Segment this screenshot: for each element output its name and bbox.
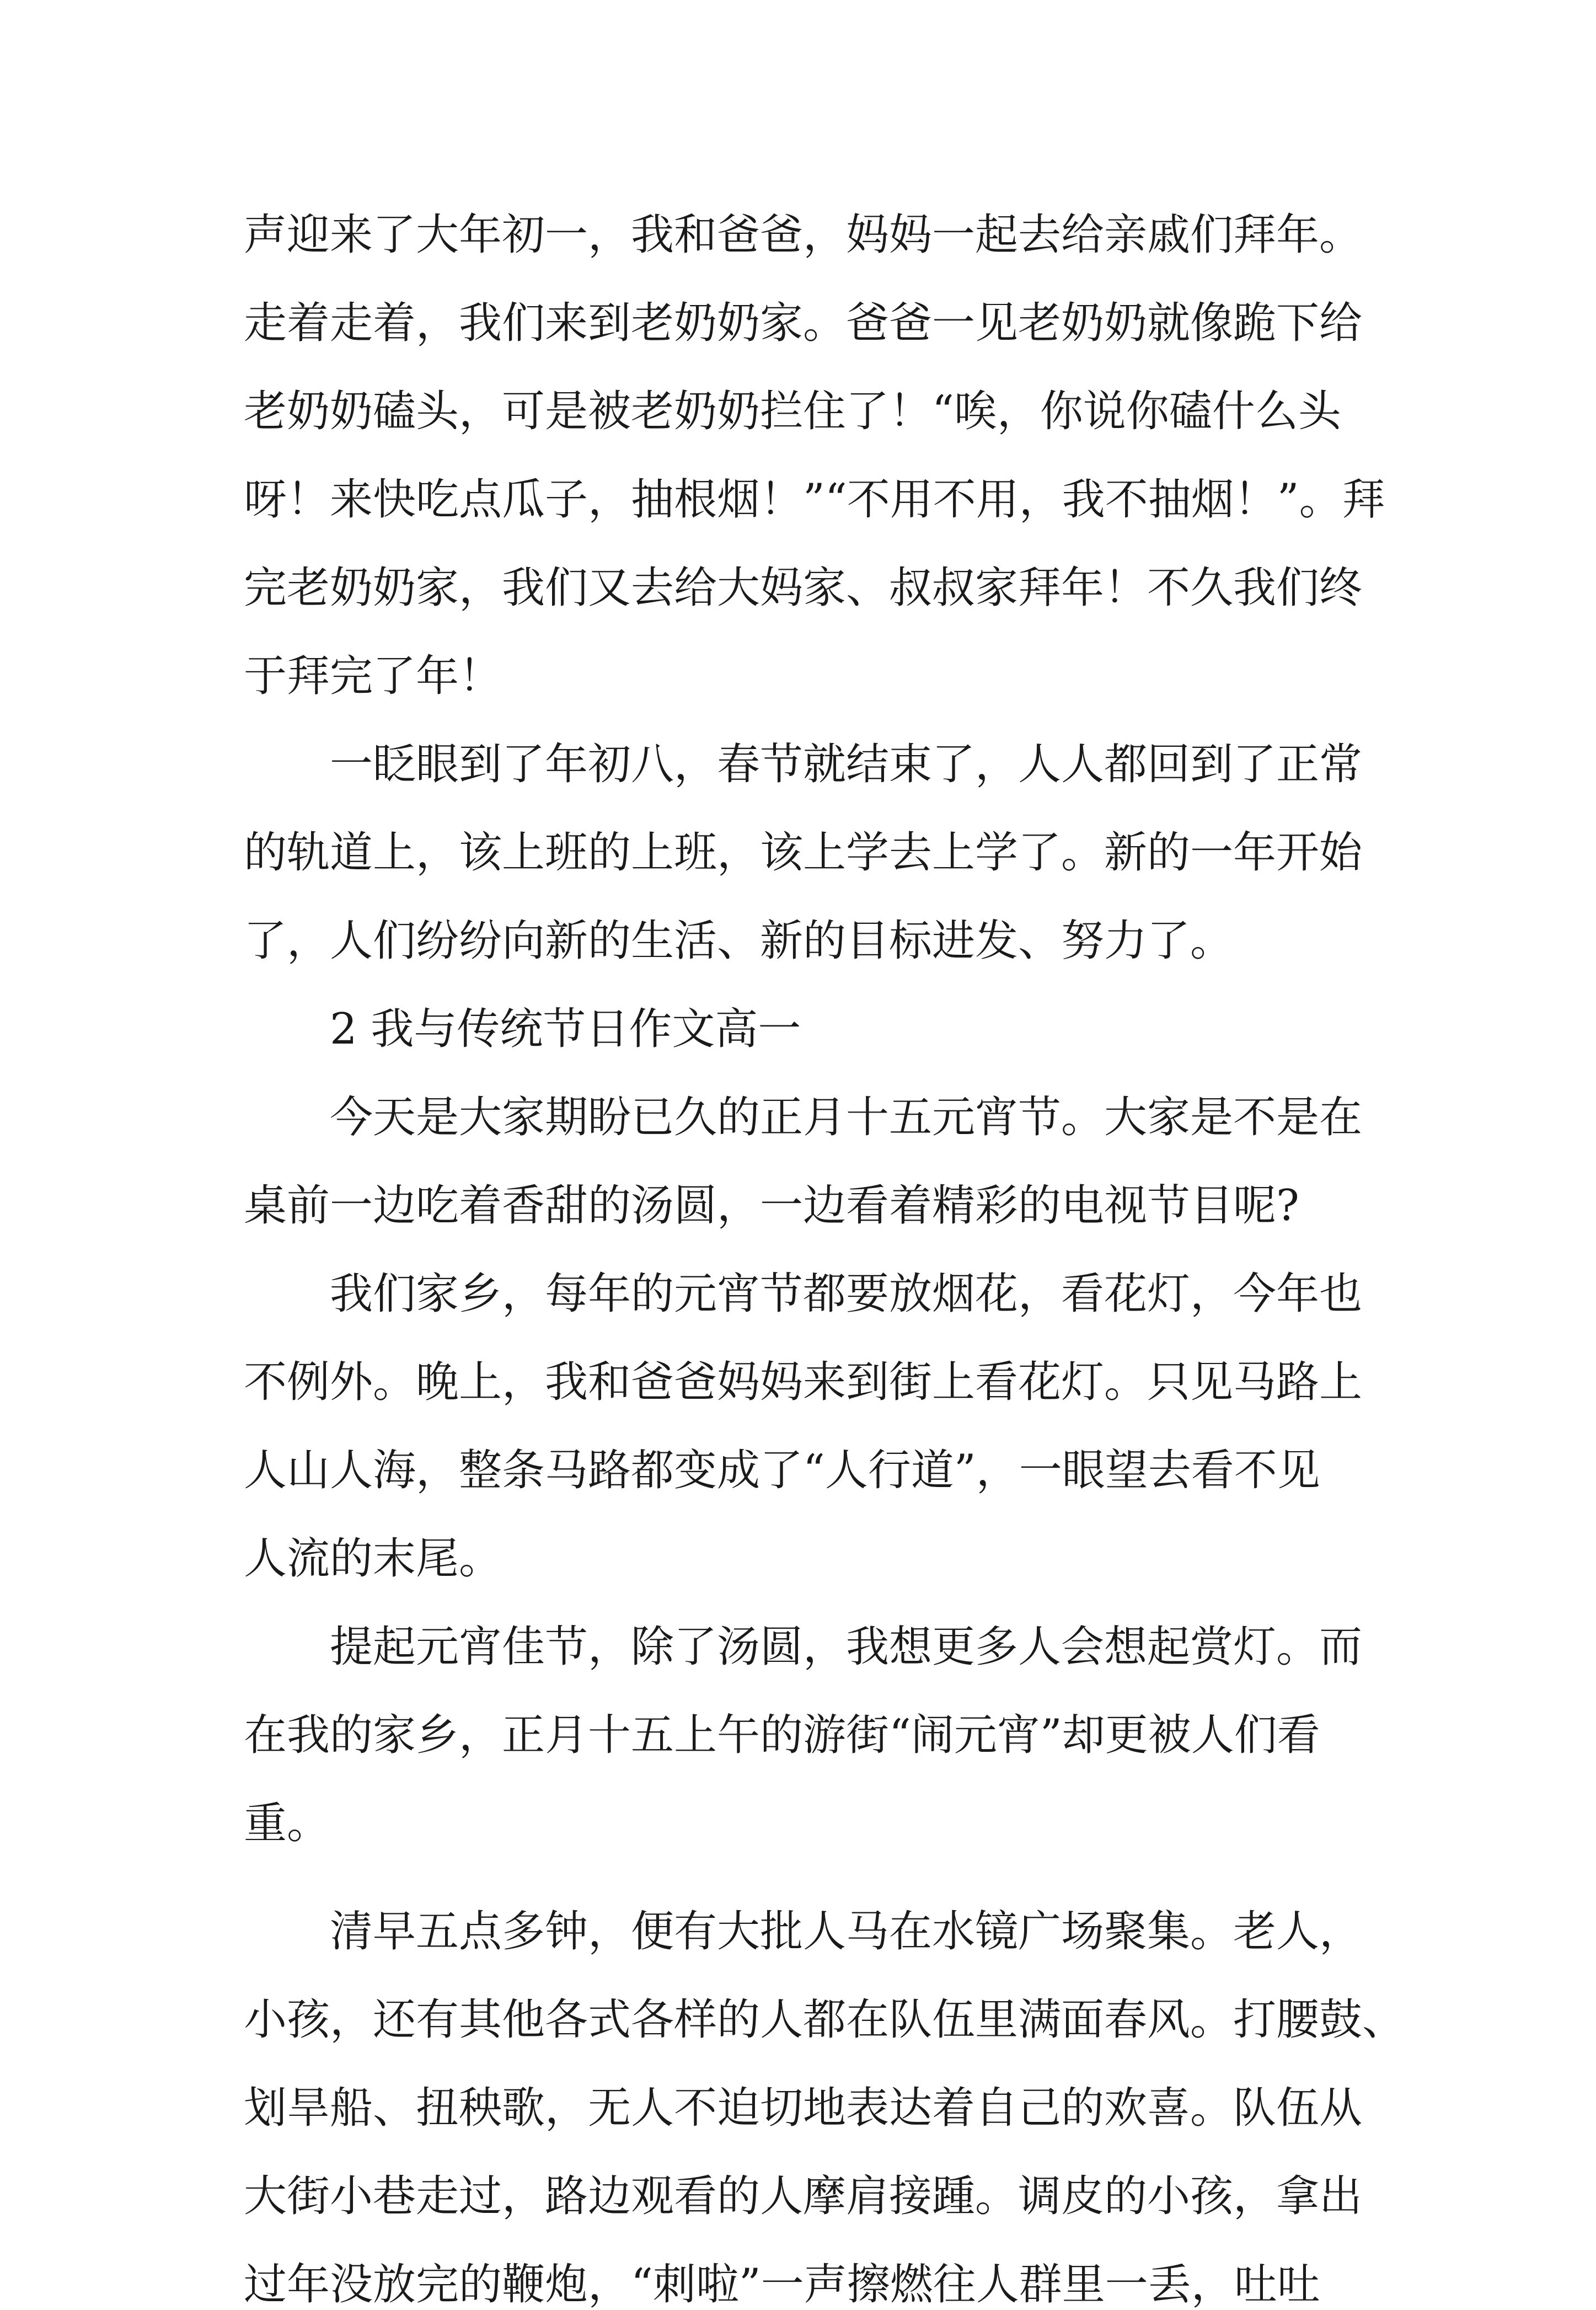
text-line: 过年没放完的鞭炮，“刺啦”一声擦燃往人群里一丢，吐吐	[244, 2260, 1320, 2309]
section-heading: 2 我与传统节日作文高一	[244, 1004, 801, 1054]
text-line: 呀！来快吃点瓜子，抽根烟！”“不用不用，我不抽烟！”。拜	[244, 475, 1385, 525]
text-line: 人山人海，整条马路都变成了“人行道”，一眼望去看不见	[244, 1446, 1320, 1495]
text-line: 在我的家乡，正月十五上午的游街“闹元宵”却更被人们看	[244, 1710, 1320, 1760]
text-line: 老奶奶磕头，可是被老奶奶拦住了！“唉，你说你磕什么头	[244, 387, 1341, 436]
text-line: 提起元宵佳节，除了汤圆，我想更多人会想起赏灯。而	[244, 1622, 1363, 1672]
text-line: 清早五点多钟，便有大批人马在水镜广场聚集。老人，	[244, 1907, 1363, 1956]
text-line: 的轨道上，该上班的上班，该上学去上学了。新的一年开始	[244, 828, 1363, 878]
text-line: 走着走着，我们来到老奶奶家。爸爸一见老奶奶就像跪下给	[244, 298, 1363, 348]
body-text	[244, 210, 1406, 2310]
text-line: 小孩，还有其他各式各样的人都在队伍里满面春风。打腰鼓、	[244, 1995, 1406, 2045]
text-line: 大街小巷走过，路边观看的人摩肩接踵。调皮的小孩，拿出	[244, 2172, 1363, 2221]
text-line: 了，人们纷纷向新的生活、新的目标进发、努力了。	[244, 916, 1234, 966]
text-line: 于拜完了年！	[244, 651, 502, 701]
text-line: 划旱船、扭秧歌，无人不迫切地表达着自己的欢喜。队伍从	[244, 2083, 1363, 2133]
text-line: 桌前一边吃着香甜的汤圆，一边看着精彩的电视节目呢?	[244, 1181, 1299, 1231]
text-line: 一眨眼到了年初八，春节就结束了，人人都回到了正常	[244, 740, 1363, 789]
text-line: 重。	[244, 1799, 330, 1848]
text-line: 不例外。晚上，我和爸爸妈妈来到街上看花灯。只见马路上	[244, 1357, 1363, 1407]
text-line: 我们家乡，每年的元宵节都要放烟花，看花灯，今年也	[244, 1269, 1363, 1319]
text-line: 完老奶奶家，我们又去给大妈家、叔叔家拜年！不久我们终	[244, 563, 1363, 613]
text-line: 今天是大家期盼已久的正月十五元宵节。大家是不是在	[244, 1093, 1363, 1142]
text-line: 人流的末尾。	[244, 1534, 502, 1584]
text-line: 声迎来了大年初一，我和爸爸，妈妈一起去给亲戚们拜年。	[244, 210, 1363, 260]
